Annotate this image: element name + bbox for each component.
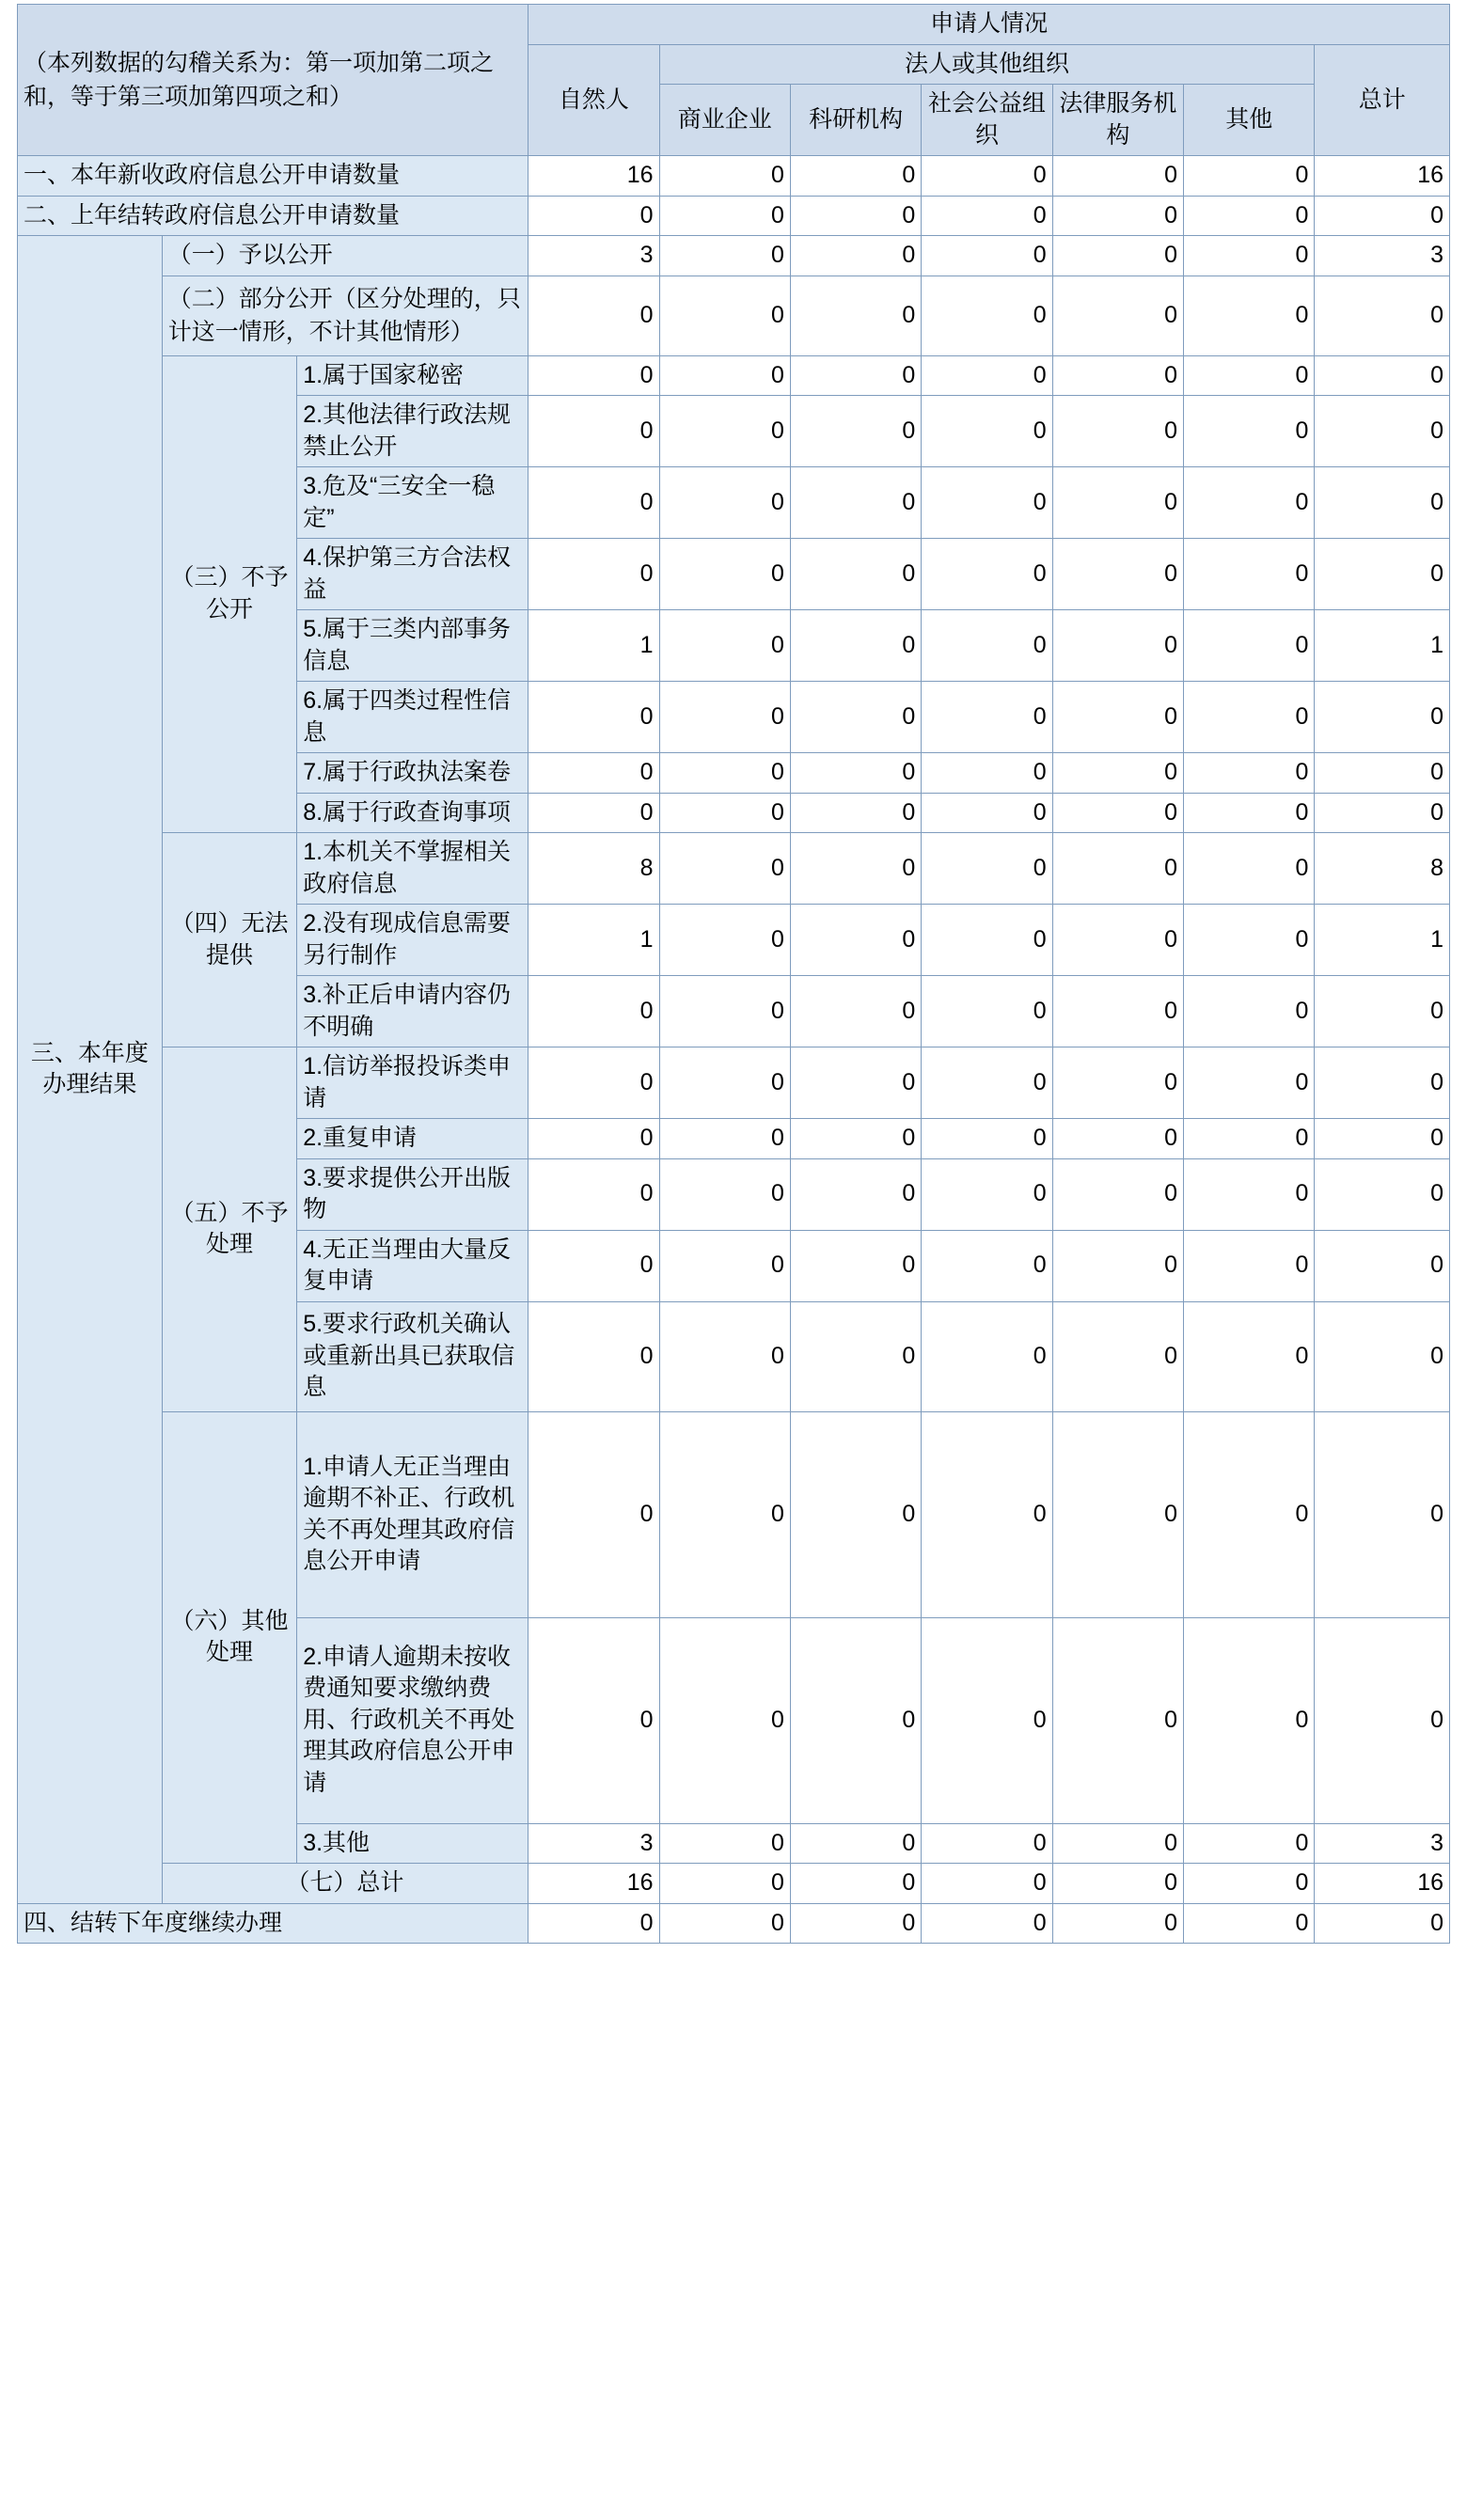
cell-value: 0 — [790, 1617, 921, 1823]
cell-total: 1 — [1315, 905, 1450, 976]
cell-total: 0 — [1315, 793, 1450, 833]
cell-total: 16 — [1315, 156, 1450, 197]
gov-info-disclosure-table — [17, 4, 1450, 1944]
row-label-excessive-repeat: 4.无正当理由大量反复申请 — [297, 1230, 528, 1301]
cell-value: 0 — [922, 539, 1052, 610]
cell-value: 0 — [659, 753, 790, 794]
cell-value: 0 — [922, 833, 1052, 905]
cell-value: 0 — [659, 682, 790, 753]
cell-value: 0 — [790, 905, 921, 976]
cell-value: 0 — [922, 396, 1052, 467]
cell-total: 0 — [1315, 355, 1450, 396]
cell-value: 0 — [790, 539, 921, 610]
cell-value: 0 — [1052, 610, 1183, 682]
cell-value: 0 — [1052, 467, 1183, 539]
cell-total: 0 — [1315, 196, 1450, 236]
cell-value: 0 — [922, 610, 1052, 682]
row-label-petition-complaint: 1.信访举报投诉类申请 — [297, 1047, 528, 1119]
cell-total: 0 — [1315, 1158, 1450, 1230]
cell-value: 0 — [1052, 1301, 1183, 1411]
header-legal-service-org: 法律服务机构 — [1052, 85, 1183, 156]
cell-value: 0 — [790, 1230, 921, 1301]
cell-value: 0 — [1052, 1864, 1183, 1904]
table-row — [18, 236, 1450, 276]
row-label-internal-affairs: 5.属于三类内部事务信息 — [297, 610, 528, 682]
cell-value: 0 — [528, 1903, 659, 1944]
cell-value: 0 — [790, 1903, 921, 1944]
cell-value: 0 — [922, 1903, 1052, 1944]
cell-value: 0 — [659, 539, 790, 610]
cell-value: 0 — [1052, 396, 1183, 467]
table-row — [18, 196, 1450, 236]
cell-value: 0 — [1184, 467, 1315, 539]
table-row — [18, 1411, 1450, 1617]
cell-value: 0 — [528, 1411, 659, 1617]
cell-value: 0 — [790, 976, 921, 1047]
cell-value: 0 — [922, 1301, 1052, 1411]
cell-value: 0 — [1184, 539, 1315, 610]
cell-total: 0 — [1315, 1119, 1450, 1159]
cell-value: 0 — [790, 196, 921, 236]
row-label-unpaid-fee: 2.申请人逾期未按收费通知要求缴纳费用、行政机关不再处理其政府信息公开申请 — [297, 1617, 528, 1823]
row-label-admin-inquiry: 8.属于行政查询事项 — [297, 793, 528, 833]
cell-value: 0 — [790, 610, 921, 682]
cell-value: 0 — [790, 1823, 921, 1864]
cell-value: 0 — [1052, 1158, 1183, 1230]
cell-value: 0 — [790, 1119, 921, 1159]
cell-value: 0 — [1184, 976, 1315, 1047]
cell-value: 0 — [1052, 276, 1183, 355]
row-label-published-material: 3.要求提供公开出版物 — [297, 1158, 528, 1230]
row-label-still-unclear: 3.补正后申请内容仍不明确 — [297, 976, 528, 1047]
cell-value: 0 — [659, 976, 790, 1047]
cell-total: 0 — [1315, 1301, 1450, 1411]
cell-value: 0 — [1052, 355, 1183, 396]
cell-value: 0 — [1184, 276, 1315, 355]
cell-value: 0 — [659, 156, 790, 197]
group-label-non-disclosure: （三）不予公开 — [162, 355, 296, 833]
row-label-no-correction: 1.申请人无正当理由逾期不补正、行政机关不再处理其政府信息公开申请 — [297, 1411, 528, 1617]
cell-value: 0 — [1184, 793, 1315, 833]
cell-value: 0 — [528, 467, 659, 539]
cell-value: 0 — [922, 1119, 1052, 1159]
group-label-not-processed: （五）不予处理 — [162, 1047, 296, 1412]
cell-value: 0 — [790, 793, 921, 833]
cell-value: 0 — [922, 355, 1052, 396]
cell-value: 0 — [922, 1617, 1052, 1823]
cell-total: 3 — [1315, 1823, 1450, 1864]
cell-value: 0 — [659, 1864, 790, 1904]
cell-value: 0 — [790, 1411, 921, 1617]
cell-total: 0 — [1315, 539, 1450, 610]
table-row — [18, 1047, 1450, 1119]
cell-value: 0 — [659, 1617, 790, 1823]
row-label-needs-creation: 2.没有现成信息需要另行制作 — [297, 905, 528, 976]
cell-value: 0 — [659, 1119, 790, 1159]
cell-value: 0 — [790, 156, 921, 197]
cell-value: 16 — [528, 1864, 659, 1904]
row-label-other: 3.其他 — [297, 1823, 528, 1864]
cell-total: 0 — [1315, 1617, 1450, 1823]
cell-value: 0 — [1052, 833, 1183, 905]
cell-total: 0 — [1315, 1411, 1450, 1617]
cell-value: 8 — [528, 833, 659, 905]
cell-value: 0 — [790, 236, 921, 276]
cell-value: 0 — [790, 1047, 921, 1119]
row-label-state-secret: 1.属于国家秘密 — [297, 355, 528, 396]
table-row — [18, 833, 1450, 905]
cell-value: 0 — [659, 1411, 790, 1617]
cell-value: 0 — [1184, 1823, 1315, 1864]
cell-total: 0 — [1315, 682, 1450, 753]
header-row-top — [18, 5, 1450, 45]
table-row — [18, 156, 1450, 197]
cell-total: 0 — [1315, 467, 1450, 539]
cell-value: 0 — [1184, 1230, 1315, 1301]
table-row — [18, 1903, 1450, 1944]
cell-value: 16 — [528, 156, 659, 197]
cell-value: 0 — [528, 1301, 659, 1411]
cell-value: 0 — [528, 1230, 659, 1301]
cell-value: 0 — [790, 467, 921, 539]
cell-value: 0 — [922, 682, 1052, 753]
cell-value: 0 — [1184, 196, 1315, 236]
cell-value: 0 — [922, 467, 1052, 539]
cell-value: 0 — [1052, 793, 1183, 833]
cell-value: 0 — [922, 196, 1052, 236]
cell-value: 0 — [1052, 976, 1183, 1047]
cell-value: 0 — [528, 396, 659, 467]
cell-value: 0 — [659, 196, 790, 236]
row-label-reconfirm-issue: 5.要求行政机关确认或重新出具已获取信息 — [297, 1301, 528, 1411]
header-commercial-enterprise: 商业企业 — [659, 85, 790, 156]
cell-value: 0 — [1184, 753, 1315, 794]
cell-value: 0 — [659, 1158, 790, 1230]
cell-value: 0 — [1052, 1119, 1183, 1159]
cell-value: 0 — [1184, 156, 1315, 197]
cell-value: 0 — [922, 793, 1052, 833]
cell-value: 0 — [1052, 1230, 1183, 1301]
cell-value: 0 — [659, 905, 790, 976]
cell-value: 0 — [922, 905, 1052, 976]
cell-value: 0 — [1052, 753, 1183, 794]
cell-value: 0 — [1052, 1617, 1183, 1823]
header-legal-entity-group: 法人或其他组织 — [659, 44, 1315, 85]
cell-total: 16 — [1315, 1864, 1450, 1904]
table-row — [18, 276, 1450, 355]
cell-value: 0 — [1184, 1301, 1315, 1411]
row-label-subtotal: （七）总计 — [162, 1864, 528, 1904]
header-total: 总计 — [1315, 44, 1450, 156]
cell-value: 0 — [528, 539, 659, 610]
cell-value: 0 — [1052, 1047, 1183, 1119]
row-label-carry-forward: 四、结转下年度继续办理 — [18, 1903, 528, 1944]
cell-value: 0 — [1184, 1903, 1315, 1944]
cell-value: 0 — [790, 833, 921, 905]
cell-value: 0 — [790, 396, 921, 467]
cell-total: 0 — [1315, 396, 1450, 467]
cell-value: 0 — [922, 236, 1052, 276]
cell-value: 0 — [659, 610, 790, 682]
cell-value: 0 — [528, 276, 659, 355]
cell-value: 0 — [659, 355, 790, 396]
cell-value: 0 — [528, 1158, 659, 1230]
cell-value: 0 — [790, 1158, 921, 1230]
cell-value: 3 — [528, 1823, 659, 1864]
cell-value: 0 — [659, 793, 790, 833]
cell-value: 0 — [528, 1617, 659, 1823]
row-label-not-held: 1.本机关不掌握相关政府信息 — [297, 833, 528, 905]
cell-value: 0 — [1184, 1119, 1315, 1159]
row-label-process-info: 6.属于四类过程性信息 — [297, 682, 528, 753]
cell-value: 0 — [528, 976, 659, 1047]
cell-value: 0 — [1052, 196, 1183, 236]
cell-value: 0 — [1184, 905, 1315, 976]
cell-total: 1 — [1315, 610, 1450, 682]
table-row — [18, 1864, 1450, 1904]
cell-value: 0 — [659, 1230, 790, 1301]
cell-value: 0 — [1184, 355, 1315, 396]
table-row — [18, 355, 1450, 396]
cell-value: 0 — [922, 1864, 1052, 1904]
row-label-three-safety: 3.危及“三安全一稳定” — [297, 467, 528, 539]
cell-value: 0 — [528, 682, 659, 753]
row-label-carried-over: 二、上年结转政府信息公开申请数量 — [18, 196, 528, 236]
cell-value: 0 — [1052, 539, 1183, 610]
cell-value: 0 — [1052, 1903, 1183, 1944]
cell-value: 0 — [659, 276, 790, 355]
cell-total: 0 — [1315, 276, 1450, 355]
header-research-institution: 科研机构 — [790, 85, 921, 156]
header-natural-person: 自然人 — [528, 44, 659, 156]
cell-value: 0 — [659, 1301, 790, 1411]
cell-value: 1 — [528, 610, 659, 682]
cell-value: 0 — [922, 1047, 1052, 1119]
cell-value: 0 — [528, 1047, 659, 1119]
cell-total: 8 — [1315, 833, 1450, 905]
cell-total: 0 — [1315, 1047, 1450, 1119]
cell-value: 0 — [1184, 610, 1315, 682]
header-applicant-group: 申请人情况 — [528, 5, 1450, 45]
cell-value: 0 — [528, 1119, 659, 1159]
cell-value: 0 — [922, 753, 1052, 794]
cell-value: 0 — [1184, 1617, 1315, 1823]
corner-note: （本列数据的勾稽关系为：第一项加第二项之和，等于第三项加第四项之和） — [18, 5, 528, 156]
group-label-unable-to-provide: （四）无法提供 — [162, 833, 296, 1047]
cell-value: 0 — [1184, 1047, 1315, 1119]
row-label-disclosed: （一）予以公开 — [162, 236, 528, 276]
cell-value: 0 — [790, 355, 921, 396]
cell-value: 0 — [922, 156, 1052, 197]
cell-value: 0 — [659, 833, 790, 905]
cell-value: 0 — [790, 276, 921, 355]
cell-value: 0 — [528, 753, 659, 794]
cell-value: 0 — [1052, 156, 1183, 197]
cell-total: 3 — [1315, 236, 1450, 276]
cell-value: 0 — [1052, 905, 1183, 976]
row-label-enforcement-file: 7.属于行政执法案卷 — [297, 753, 528, 794]
cell-value: 0 — [1184, 682, 1315, 753]
row-label-new-applications: 一、本年新收政府信息公开申请数量 — [18, 156, 528, 197]
cell-value: 0 — [528, 355, 659, 396]
cell-value: 0 — [790, 1301, 921, 1411]
cell-value: 0 — [1184, 1411, 1315, 1617]
cell-value: 0 — [790, 753, 921, 794]
cell-value: 0 — [528, 196, 659, 236]
header-other: 其他 — [1184, 85, 1315, 156]
cell-value: 0 — [922, 276, 1052, 355]
cell-value: 0 — [790, 682, 921, 753]
cell-total: 0 — [1315, 976, 1450, 1047]
row-label-other-law-prohibited: 2.其他法律行政法规禁止公开 — [297, 396, 528, 467]
cell-value: 0 — [1184, 236, 1315, 276]
cell-value: 0 — [1052, 682, 1183, 753]
group-label-other-handling: （六）其他处理 — [162, 1411, 296, 1864]
cell-value: 0 — [922, 1823, 1052, 1864]
cell-total: 0 — [1315, 753, 1450, 794]
section-label-processing-results: 三、本年度办理结果 — [18, 236, 163, 1904]
cell-value: 0 — [1052, 1411, 1183, 1617]
cell-value: 0 — [1184, 1158, 1315, 1230]
header-social-welfare-org: 社会公益组织 — [922, 85, 1052, 156]
cell-total: 0 — [1315, 1230, 1450, 1301]
cell-value: 0 — [1184, 1864, 1315, 1904]
cell-value: 0 — [528, 793, 659, 833]
row-label-partial-disclosure: （二）部分公开（区分处理的，只计这一情形，不计其他情形） — [162, 276, 528, 355]
cell-value: 0 — [659, 1903, 790, 1944]
cell-value: 0 — [922, 1158, 1052, 1230]
row-label-third-party-rights: 4.保护第三方合法权益 — [297, 539, 528, 610]
cell-value: 0 — [1184, 396, 1315, 467]
cell-value: 0 — [1052, 236, 1183, 276]
cell-value: 0 — [659, 467, 790, 539]
cell-value: 0 — [922, 976, 1052, 1047]
cell-total: 0 — [1315, 1903, 1450, 1944]
cell-value: 0 — [659, 236, 790, 276]
cell-value: 0 — [659, 1047, 790, 1119]
row-label-duplicate-application: 2.重复申请 — [297, 1119, 528, 1159]
cell-value: 0 — [659, 1823, 790, 1864]
cell-value: 0 — [1184, 833, 1315, 905]
cell-value: 0 — [922, 1230, 1052, 1301]
cell-value: 3 — [528, 236, 659, 276]
cell-value: 0 — [790, 1864, 921, 1904]
cell-value: 0 — [922, 1411, 1052, 1617]
cell-value: 0 — [659, 396, 790, 467]
cell-value: 0 — [1052, 1823, 1183, 1864]
cell-value: 1 — [528, 905, 659, 976]
